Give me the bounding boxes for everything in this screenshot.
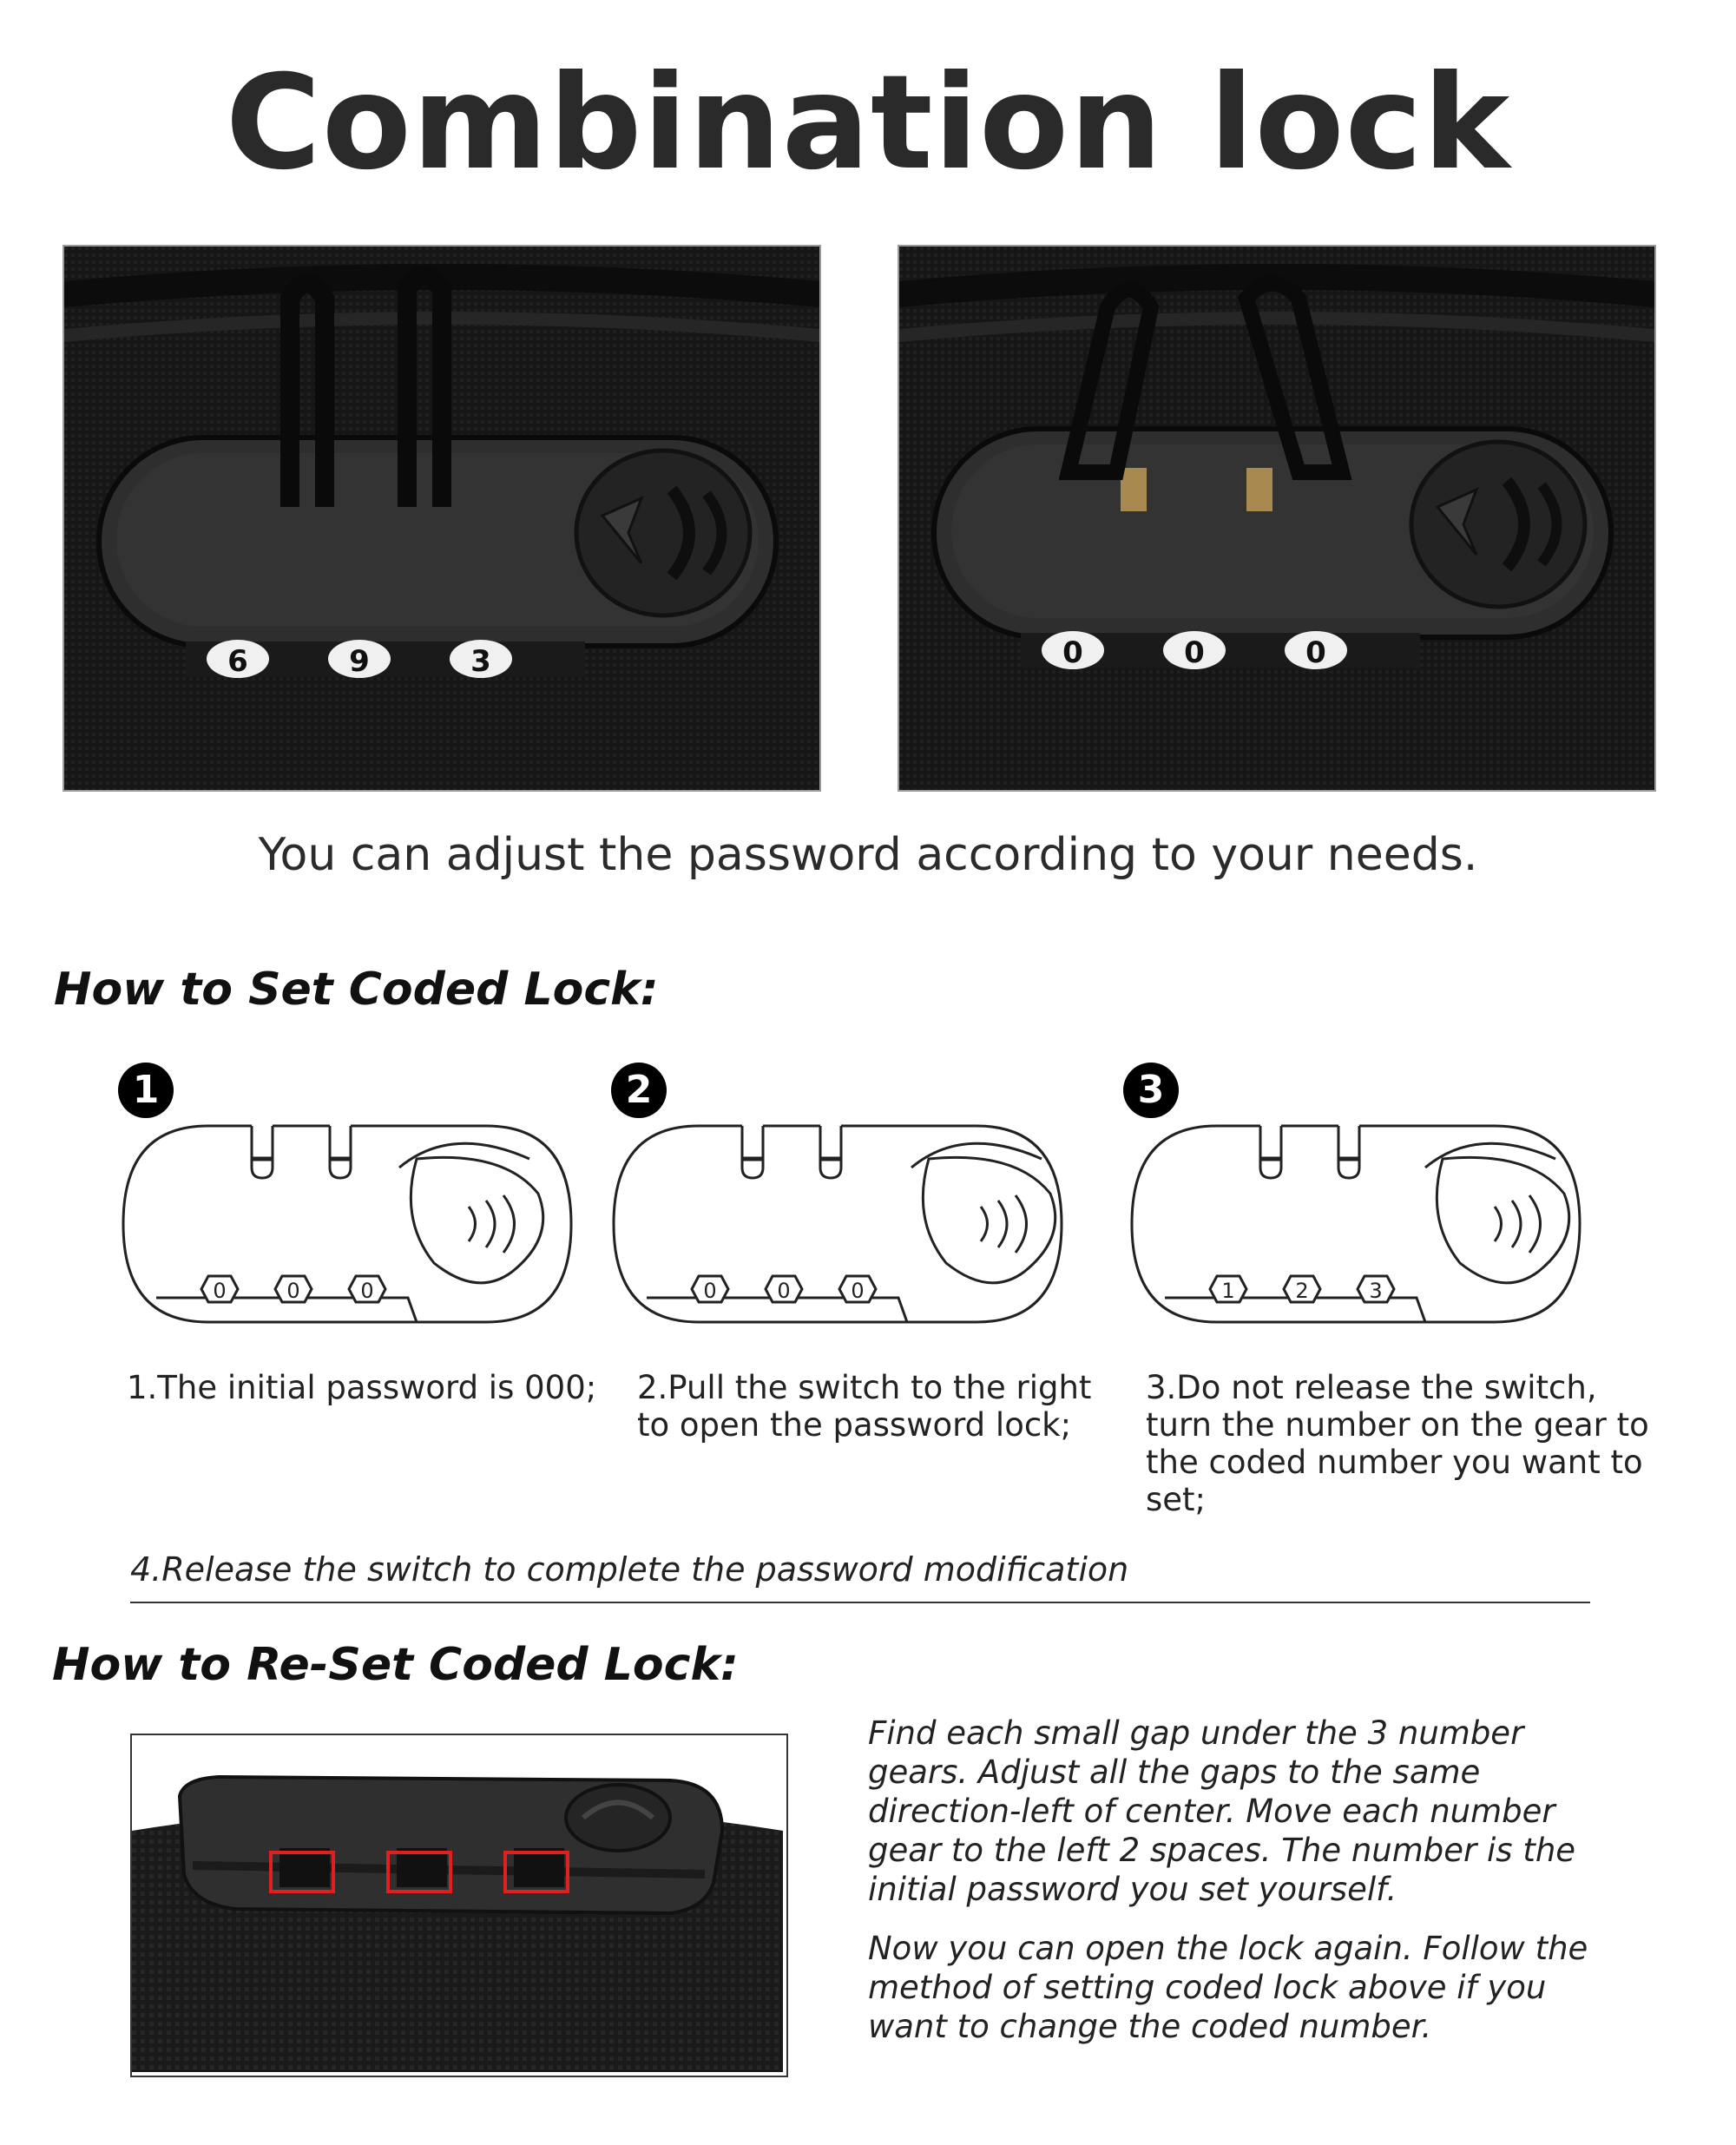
step-3-text: 3.Do not release the switch, turn the number on the gear to the coded number you want to set;: [1146, 1369, 1649, 1518]
right-dial-2-digit: 0: [1184, 635, 1205, 670]
step-1-badge: 1: [118, 1063, 174, 1118]
step-3-diagram: [1130, 1124, 1581, 1324]
diagram-2-dial-3-digit: 0: [851, 1279, 865, 1303]
diagram-2-dial-1-digit: 0: [703, 1279, 717, 1303]
diagram-2-dial-2: [766, 1276, 802, 1303]
diagram-1-dial-2-digit: 0: [286, 1279, 300, 1303]
right-dial-3-digit: 0: [1305, 635, 1326, 670]
diagram-3-dial-2-digit: 2: [1295, 1279, 1309, 1303]
step-3-badge: 3: [1123, 1063, 1179, 1118]
diagram-2-dial-1: [692, 1276, 728, 1303]
step-1-text: 1.The initial password is 000;: [127, 1369, 597, 1406]
diagram-3-dial-2: [1284, 1276, 1320, 1303]
reset-instructions-2: Now you can open the lock again. Follow the method of setting coded lock above if you want to change the coded number.: [868, 1930, 1588, 2045]
left-dial-1-digit: 6: [227, 644, 248, 679]
reset-lock-heading: How to Re-Set Coded Lock:: [52, 1639, 739, 1691]
step-2-badge: 2: [611, 1063, 667, 1118]
diagram-3-dial-3: [1358, 1276, 1394, 1303]
page-title: Combination lock: [225, 48, 1511, 199]
step-1-diagram: [122, 1124, 573, 1324]
diagram-1-dial-1: [201, 1276, 238, 1303]
diagram-1-dial-3: [349, 1276, 385, 1303]
step-2-diagram: [612, 1124, 1063, 1324]
diagram-1-dial-1-digit: 0: [213, 1279, 227, 1303]
diagram-3-dial-1-digit: 1: [1221, 1279, 1235, 1303]
diagram-3-dial-3-digit: 3: [1369, 1279, 1383, 1303]
reset-gap-photo: [130, 1734, 788, 2077]
set-lock-heading: How to Set Coded Lock:: [54, 964, 659, 1016]
section-divider: [130, 1602, 1590, 1603]
step-4-text: 4.Release the switch to complete the password modification: [130, 1550, 1129, 1589]
diagram-1-dial-2: [275, 1276, 312, 1303]
diagram-1-dial-3-digit: 0: [360, 1279, 374, 1303]
unlocked-lock-photo: [898, 245, 1656, 792]
left-dial-3-digit: 3: [470, 644, 491, 679]
diagram-2-dial-3: [839, 1276, 876, 1303]
subtitle: You can adjust the password according to your needs.: [258, 829, 1478, 881]
diagram-2-dial-2-digit: 0: [777, 1279, 791, 1303]
diagram-3-dial-1: [1210, 1276, 1246, 1303]
locked-lock-photo: [62, 245, 821, 792]
step-2-text: 2.Pull the switch to the right to open the password lock;: [637, 1369, 1092, 1444]
reset-instructions-1: Find each small gap under the 3 number gears. Adjust all the gaps to the same direction-left of center. Move each number gear to the left 2 spaces. The number is the initial password you set yourself.: [868, 1714, 1576, 1908]
right-dial-1-digit: 0: [1062, 635, 1083, 670]
left-dial-2-digit: 9: [349, 644, 370, 679]
